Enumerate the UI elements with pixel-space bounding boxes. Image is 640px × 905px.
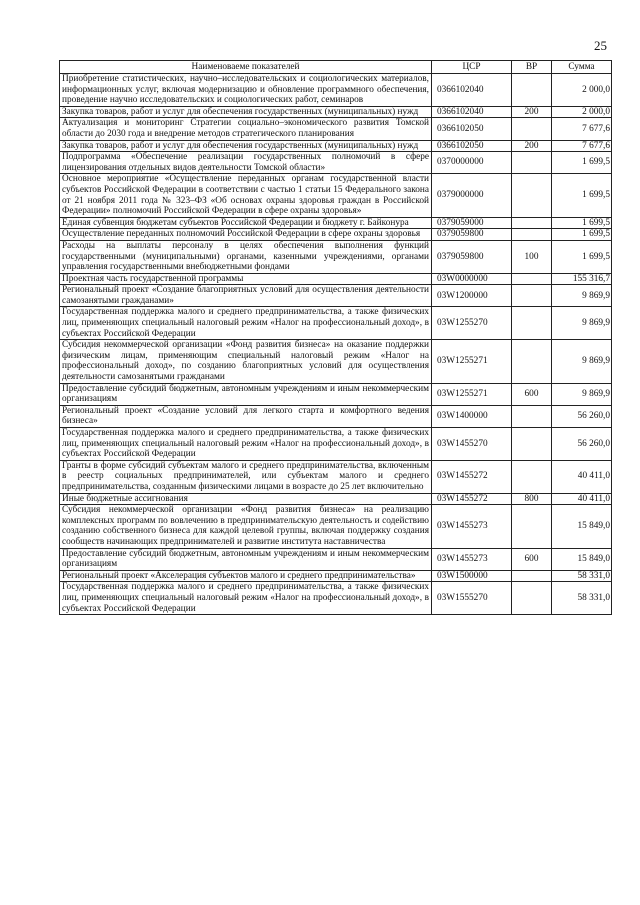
- cell-csr: 0366102050: [432, 140, 512, 152]
- header-csr: ЦСР: [432, 61, 512, 74]
- cell-sum: 2 000,0: [552, 106, 612, 118]
- cell-vr: 200: [512, 140, 552, 152]
- table-row: [60, 493, 612, 505]
- cell-name: Проектная часть государственной программы: [60, 273, 432, 285]
- table-row: [60, 460, 612, 493]
- cell-csr: 03W1255270: [432, 307, 512, 340]
- cell-vr: [512, 570, 552, 582]
- cell-csr: 0379059800: [432, 240, 512, 273]
- table-row: [60, 548, 612, 570]
- cell-name: Субсидия некоммерческой организации «Фонд развития бизнеса» на реализацию комплексных программ по вовлечению в предпринимательскую деятельность и содействию созданию собственного бизнеса для каждой целевой группы, включая поддержку создания сообществ начинающих предпринимателей и развитие института наставничества: [60, 505, 432, 548]
- cell-name: Региональный проект «Акселерация субъектов малого и среднего предпринимательства»: [60, 570, 432, 582]
- cell-name: Региональный проект «Создание благоприятных условий для осуществления деятельности самозанятыми гражданами»: [60, 285, 432, 307]
- cell-sum: 9 869,9: [552, 285, 612, 307]
- table-row: [60, 570, 612, 582]
- cell-csr: 0366102040: [432, 74, 512, 107]
- cell-name: Региональный проект «Создание условий для легкого старта и комфортного ведения бизнеса»: [60, 405, 432, 427]
- table-row: [60, 229, 612, 241]
- table-row: [60, 428, 612, 461]
- cell-vr: 600: [512, 548, 552, 570]
- budget-table: [59, 60, 612, 615]
- cell-vr: 800: [512, 493, 552, 505]
- cell-csr: 0366102040: [432, 106, 512, 118]
- cell-vr: [512, 229, 552, 241]
- cell-vr: [512, 174, 552, 217]
- cell-sum: 2 000,0: [552, 74, 612, 107]
- cell-vr: [512, 285, 552, 307]
- cell-sum: 56 260,0: [552, 428, 612, 461]
- table-row: [60, 340, 612, 383]
- cell-sum: 15 849,0: [552, 548, 612, 570]
- cell-vr: [512, 217, 552, 229]
- cell-name: Иные бюджетные ассигнования: [60, 493, 432, 505]
- cell-csr: 0379059000: [432, 217, 512, 229]
- cell-csr: 03W1500000: [432, 570, 512, 582]
- cell-vr: [512, 74, 552, 107]
- cell-csr: 03W1455273: [432, 505, 512, 548]
- cell-name: Субсидия некоммерческой организации «Фонд развития бизнеса» на оказание поддержки физическим лицам, применяющим специальный налоговый режим «Налог на профессиональный доход», по созданию благоприятных условий для осуществления деятельности самозанятыми гражданами: [60, 340, 432, 383]
- cell-vr: 600: [512, 383, 552, 405]
- cell-sum: 58 331,0: [552, 570, 612, 582]
- cell-name: Закупка товаров, работ и услуг для обеспечения государственных (муниципальных) нужд: [60, 140, 432, 152]
- cell-csr: 03W1455272: [432, 493, 512, 505]
- cell-vr: [512, 460, 552, 493]
- cell-name: Единая субвенция бюджетам субъектов Российской Федерации и бюджету г. Байконура: [60, 217, 432, 229]
- cell-name: Подпрограмма «Обеспечение реализации государственных полномочий в сфере лицензирования отдельных видов деятельности Томской области»: [60, 152, 432, 174]
- cell-name: Предоставление субсидий бюджетным, автономным учреждениям и иным некоммерческим организациям: [60, 383, 432, 405]
- cell-vr: [512, 505, 552, 548]
- cell-sum: 9 869,9: [552, 340, 612, 383]
- cell-name: Государственная поддержка малого и среднего предпринимательства, а также физических лиц, применяющих специальный налоговый режим «Налог на профессиональный доход», в субъектах Российской Федерации: [60, 307, 432, 340]
- cell-sum: 7 677,6: [552, 140, 612, 152]
- cell-csr: 03W1455270: [432, 428, 512, 461]
- cell-sum: 56 260,0: [552, 405, 612, 427]
- cell-name: Приобретение статистических, научно–исследовательских и социологических материалов, информационных услуг, включая модернизацию и обновление программного обеспечения, проведение научно исследовательских и социологических работ, семинаров: [60, 74, 432, 107]
- table-header-row: [60, 61, 612, 74]
- cell-sum: 1 699,5: [552, 240, 612, 273]
- cell-sum: 40 411,0: [552, 493, 612, 505]
- table-row: [60, 174, 612, 217]
- cell-name: Предоставление субсидий бюджетным, автономным учреждениям и иным некоммерческим организациям: [60, 548, 432, 570]
- cell-vr: [512, 405, 552, 427]
- table-row: [60, 152, 612, 174]
- cell-name: Основное мероприятие «Осуществление переданных органам государственной власти субъектов Российской Федерации в соответствии с частью 1 статьи 15 Федерального закона от 21 ноября 2011 года № 323–ФЗ «Об основах охраны здоровья граждан в Российской Федерации» полномочий Российской Федерации в сфере охраны здоровья»: [60, 174, 432, 217]
- cell-sum: 40 411,0: [552, 460, 612, 493]
- cell-sum: 7 677,6: [552, 118, 612, 140]
- header-vr: ВР: [512, 61, 552, 74]
- cell-sum: 1 699,5: [552, 174, 612, 217]
- table-row: [60, 582, 612, 615]
- cell-csr: 0366102050: [432, 118, 512, 140]
- table-row: [60, 307, 612, 340]
- cell-vr: 200: [512, 106, 552, 118]
- cell-csr: 0379059800: [432, 229, 512, 241]
- cell-csr: 03W1255271: [432, 340, 512, 383]
- cell-vr: [512, 152, 552, 174]
- table-row: [60, 217, 612, 229]
- table-row: [60, 118, 612, 140]
- table-row: [60, 505, 612, 548]
- header-name: Наименоваеме показателей: [60, 61, 432, 74]
- cell-csr: 03W1400000: [432, 405, 512, 427]
- cell-csr: 03W1455273: [432, 548, 512, 570]
- cell-sum: 155 316,7: [552, 273, 612, 285]
- cell-sum: 9 869,9: [552, 307, 612, 340]
- cell-csr: 0370000000: [432, 152, 512, 174]
- cell-sum: 1 699,5: [552, 229, 612, 241]
- cell-name: Актуализация и мониторинг Стратегии социально–экономического развития Томской области до 2030 года и внедрение методов стратегического планирования: [60, 118, 432, 140]
- cell-name: Расходы на выплаты персоналу в целях обеспечения выполнения функций государственными (муниципальными) органами, казенными учреждениями, органами управления государственными внебюджетными фондами: [60, 240, 432, 273]
- cell-sum: 1 699,5: [552, 217, 612, 229]
- cell-name: Государственная поддержка малого и среднего предпринимательства, а также физических лиц, применяющих специальный налоговый режим «Налог на профессиональный доход», в субъектах Российской Федерации: [60, 582, 432, 615]
- cell-csr: 03W1555270: [432, 582, 512, 615]
- cell-csr: 0379000000: [432, 174, 512, 217]
- header-sum: Сумма: [552, 61, 612, 74]
- cell-name: Закупка товаров, работ и услуг для обеспечения государственных (муниципальных) нужд: [60, 106, 432, 118]
- table-row: [60, 74, 612, 107]
- cell-name: Гранты в форме субсидий субъектам малого и среднего предпринимательства, включенным в реестр социальных предпринимателей, или субъектам малого и среднего предпринимательства, созданным физическими лицами в возрасте до 25 лет включительно: [60, 460, 432, 493]
- cell-sum: 58 331,0: [552, 582, 612, 615]
- table-row: [60, 383, 612, 405]
- page-number: 25: [594, 38, 607, 53]
- cell-vr: [512, 340, 552, 383]
- table-row: [60, 140, 612, 152]
- cell-sum: 9 869,9: [552, 383, 612, 405]
- cell-sum: 1 699,5: [552, 152, 612, 174]
- cell-name: Государственная поддержка малого и среднего предпринимательства, а также физических лиц, применяющих специальный налоговый режим «Налог на профессиональный доход», в субъектах Российской Федерации: [60, 428, 432, 461]
- cell-csr: 03W1455272: [432, 460, 512, 493]
- cell-sum: 15 849,0: [552, 505, 612, 548]
- table-row: [60, 273, 612, 285]
- table-row: [60, 106, 612, 118]
- cell-vr: [512, 273, 552, 285]
- cell-vr: [512, 582, 552, 615]
- cell-csr: 03W1255271: [432, 383, 512, 405]
- table-row: [60, 285, 612, 307]
- cell-csr: 03W0000000: [432, 273, 512, 285]
- cell-vr: [512, 307, 552, 340]
- cell-vr: [512, 428, 552, 461]
- cell-vr: [512, 118, 552, 140]
- cell-csr: 03W1200000: [432, 285, 512, 307]
- cell-name: Осуществление переданных полномочий Российской Федерации в сфере охраны здоровья: [60, 229, 432, 241]
- table-row: [60, 405, 612, 427]
- cell-vr: 100: [512, 240, 552, 273]
- table-row: [60, 240, 612, 273]
